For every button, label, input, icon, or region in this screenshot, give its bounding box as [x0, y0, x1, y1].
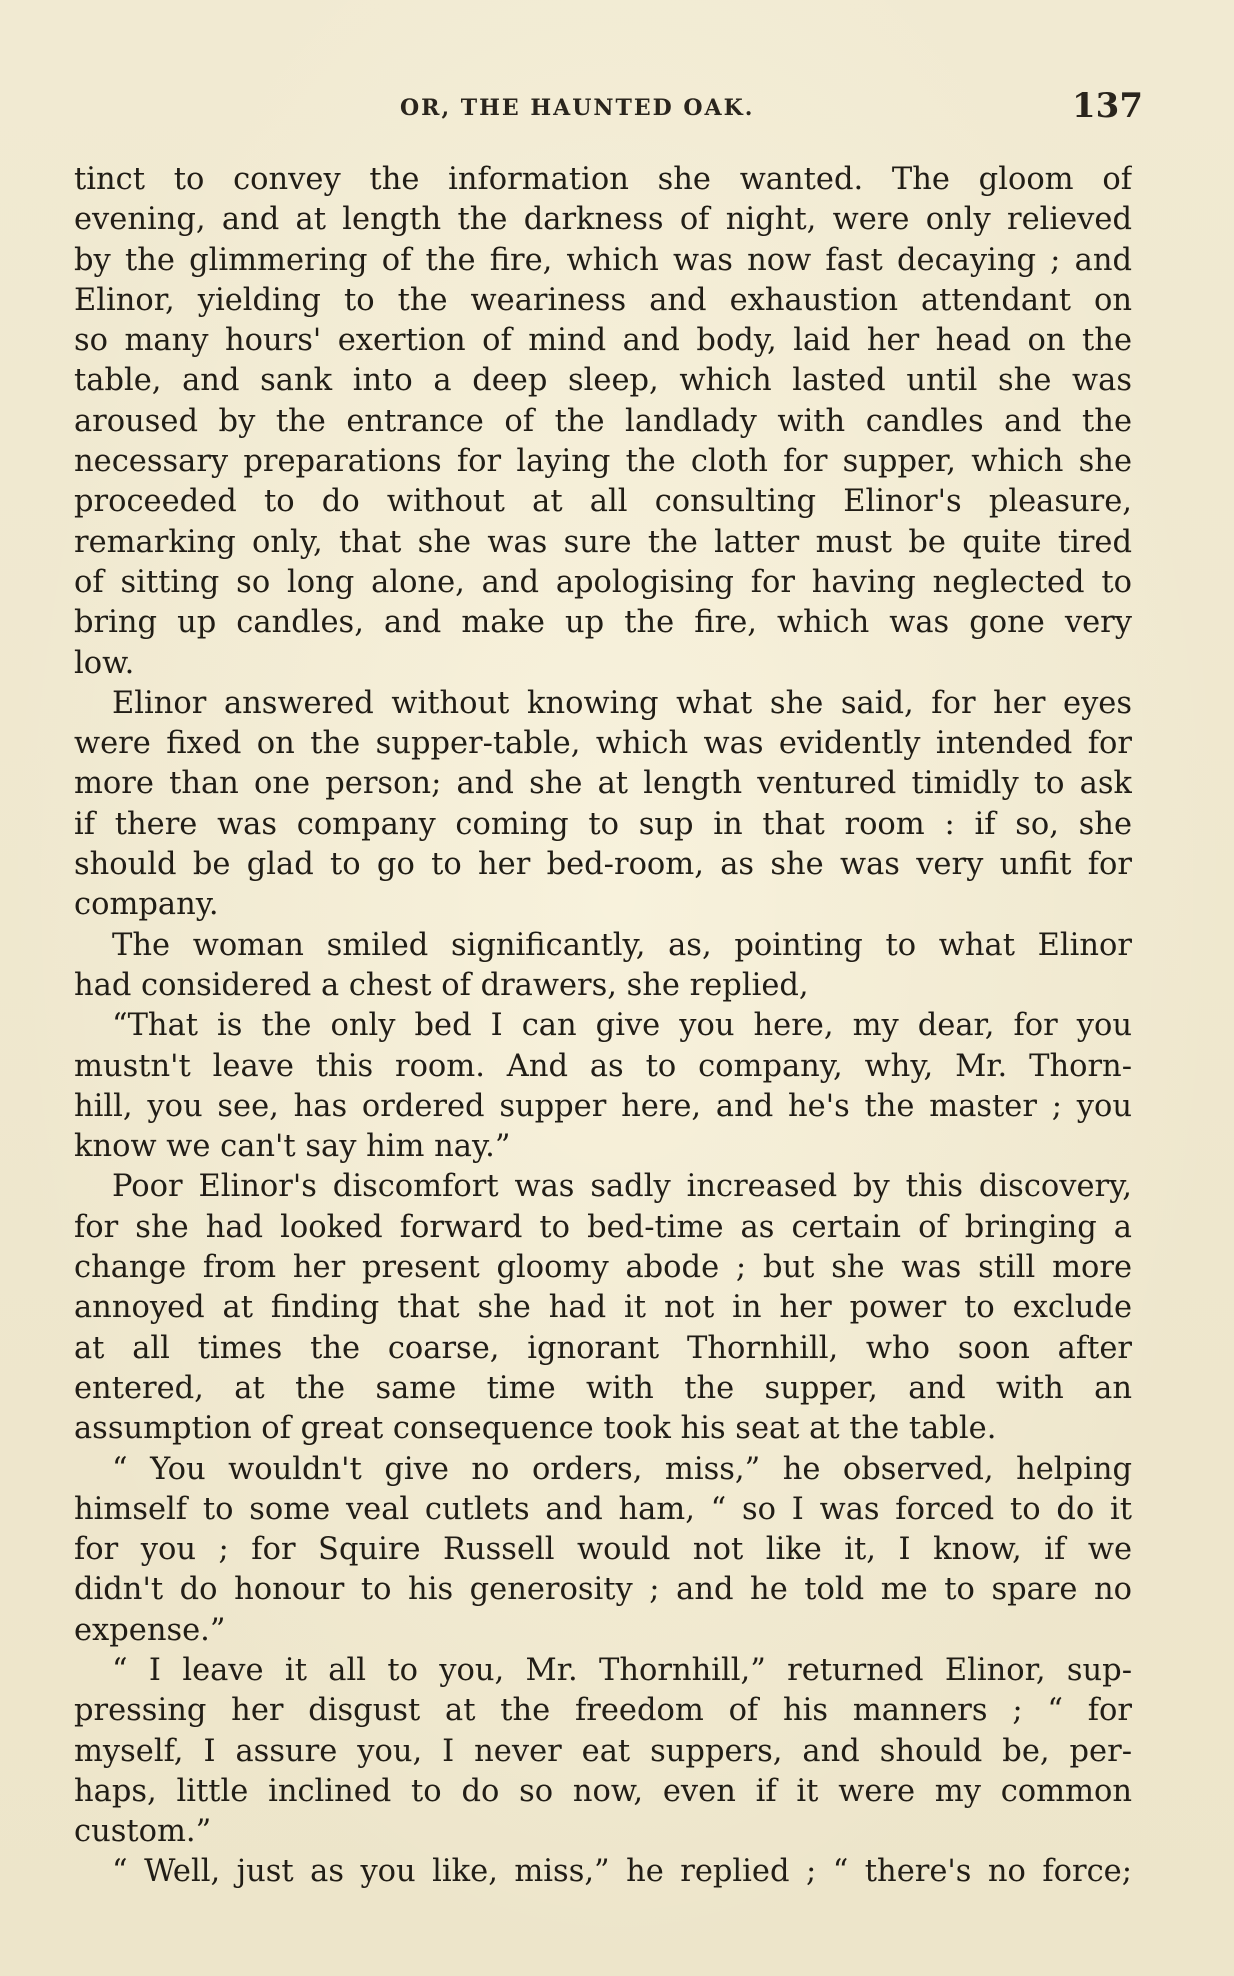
text-line: more than one person; and she at length ventured timidly to ask	[74, 766, 1132, 802]
text-line: The woman smiled significantly, as, pointing to what Elinor	[112, 927, 1132, 963]
text-line: by the glimmering of the fire, which was now fast decaying ; and	[74, 242, 1132, 278]
text-line: table, and sank into a deep sleep, which lasted until she was	[74, 363, 1132, 399]
text-line: know we can't say him nay.”	[74, 1129, 511, 1165]
text-line: Elinor answered without knowing what she said, for her eyes	[112, 685, 1132, 721]
text-line: change from her present gloomy abode ; but she was still more	[74, 1250, 1132, 1286]
page-number: 137	[1072, 86, 1143, 126]
text-line: for you ; for Squire Russell would not like it, I know, if we	[74, 1532, 1132, 1568]
text-line: Elinor, yielding to the weariness and exhaustion attendant on	[74, 282, 1132, 318]
text-line: “That is the only bed I can give you here, my dear, for you	[112, 1008, 1132, 1044]
text-line: annoyed at finding that she had it not in her power to exclude	[74, 1290, 1132, 1326]
text-line: should be glad to go to her bed-room, as she was very unfit for	[74, 847, 1132, 883]
text-line: necessary preparations for laying the cloth for supper, which she	[74, 444, 1132, 480]
text-line: myself, I assure you, I never eat suppers, and should be, per-	[74, 1733, 1132, 1769]
text-line: “ You wouldn't give no orders, miss,” he observed, helping	[112, 1451, 1132, 1487]
text-line: Poor Elinor's discomfort was sadly increased by this discovery,	[112, 1169, 1132, 1205]
text-line: didn't do honour to his generosity ; and he told me to spare no	[74, 1572, 1132, 1608]
text-line: evening, and at length the darkness of night, were only relieved	[74, 202, 1132, 238]
text-line: for she had looked forward to bed-time as certain of bringing a	[74, 1209, 1132, 1245]
text-line: tinct to convey the information she wanted. The gloom of	[74, 162, 1132, 197]
text-line: “ I leave it all to you, Mr. Thornhill,” returned Elinor, sup-	[112, 1652, 1132, 1688]
text-line: proceeded to do without at all consulting Elinor's pleasure,	[74, 484, 1132, 520]
text-line: had considered a chest of drawers, she replied,	[74, 967, 809, 1003]
text-line: “ Well, just as you like, miss,” he replied ; “ there's no force;	[112, 1854, 1132, 1890]
running-head: OR, THE HAUNTED OAK.	[400, 95, 755, 121]
text-line: assumption of great consequence took his seat at the table.	[74, 1411, 997, 1447]
text-line: so many hours' exertion of mind and body, laid her head on the	[74, 323, 1132, 359]
text-line: entered, at the same time with the supper, and with an	[74, 1370, 1132, 1406]
body-text	[74, 160, 1132, 1893]
text-line: himself to some veal cutlets and ham, “ so I was forced to do it	[74, 1491, 1132, 1527]
text-line: at all times the coarse, ignorant Thornhill, who soon after	[74, 1330, 1132, 1366]
text-line: remarking only, that she was sure the latter must be quite tired	[74, 524, 1132, 560]
text-line: haps, little inclined to do so now, even if it were my common	[74, 1773, 1132, 1809]
text-line: expense.”	[74, 1612, 226, 1648]
text-line: aroused by the entrance of the landlady with candles and the	[74, 403, 1132, 439]
text-line: custom.”	[74, 1814, 212, 1850]
text-line: low.	[74, 645, 135, 681]
text-line: if there was company coming to sup in that room : if so, she	[74, 806, 1132, 842]
text-line: mustn't leave this room. And as to company, why, Mr. Thorn-	[74, 1048, 1132, 1084]
text-line: bring up candles, and make up the fire, which was gone very	[74, 605, 1132, 641]
text-line: pressing her disgust at the freedom of his manners ; “ for	[74, 1693, 1132, 1729]
text-line: were fixed on the supper-table, which was evidently intended for	[74, 726, 1132, 762]
text-line: hill, you see, has ordered supper here, and he's the master ; you	[74, 1088, 1132, 1124]
text-line: of sitting so long alone, and apologising for having neglected to	[74, 564, 1132, 600]
text-line: company.	[74, 887, 219, 923]
